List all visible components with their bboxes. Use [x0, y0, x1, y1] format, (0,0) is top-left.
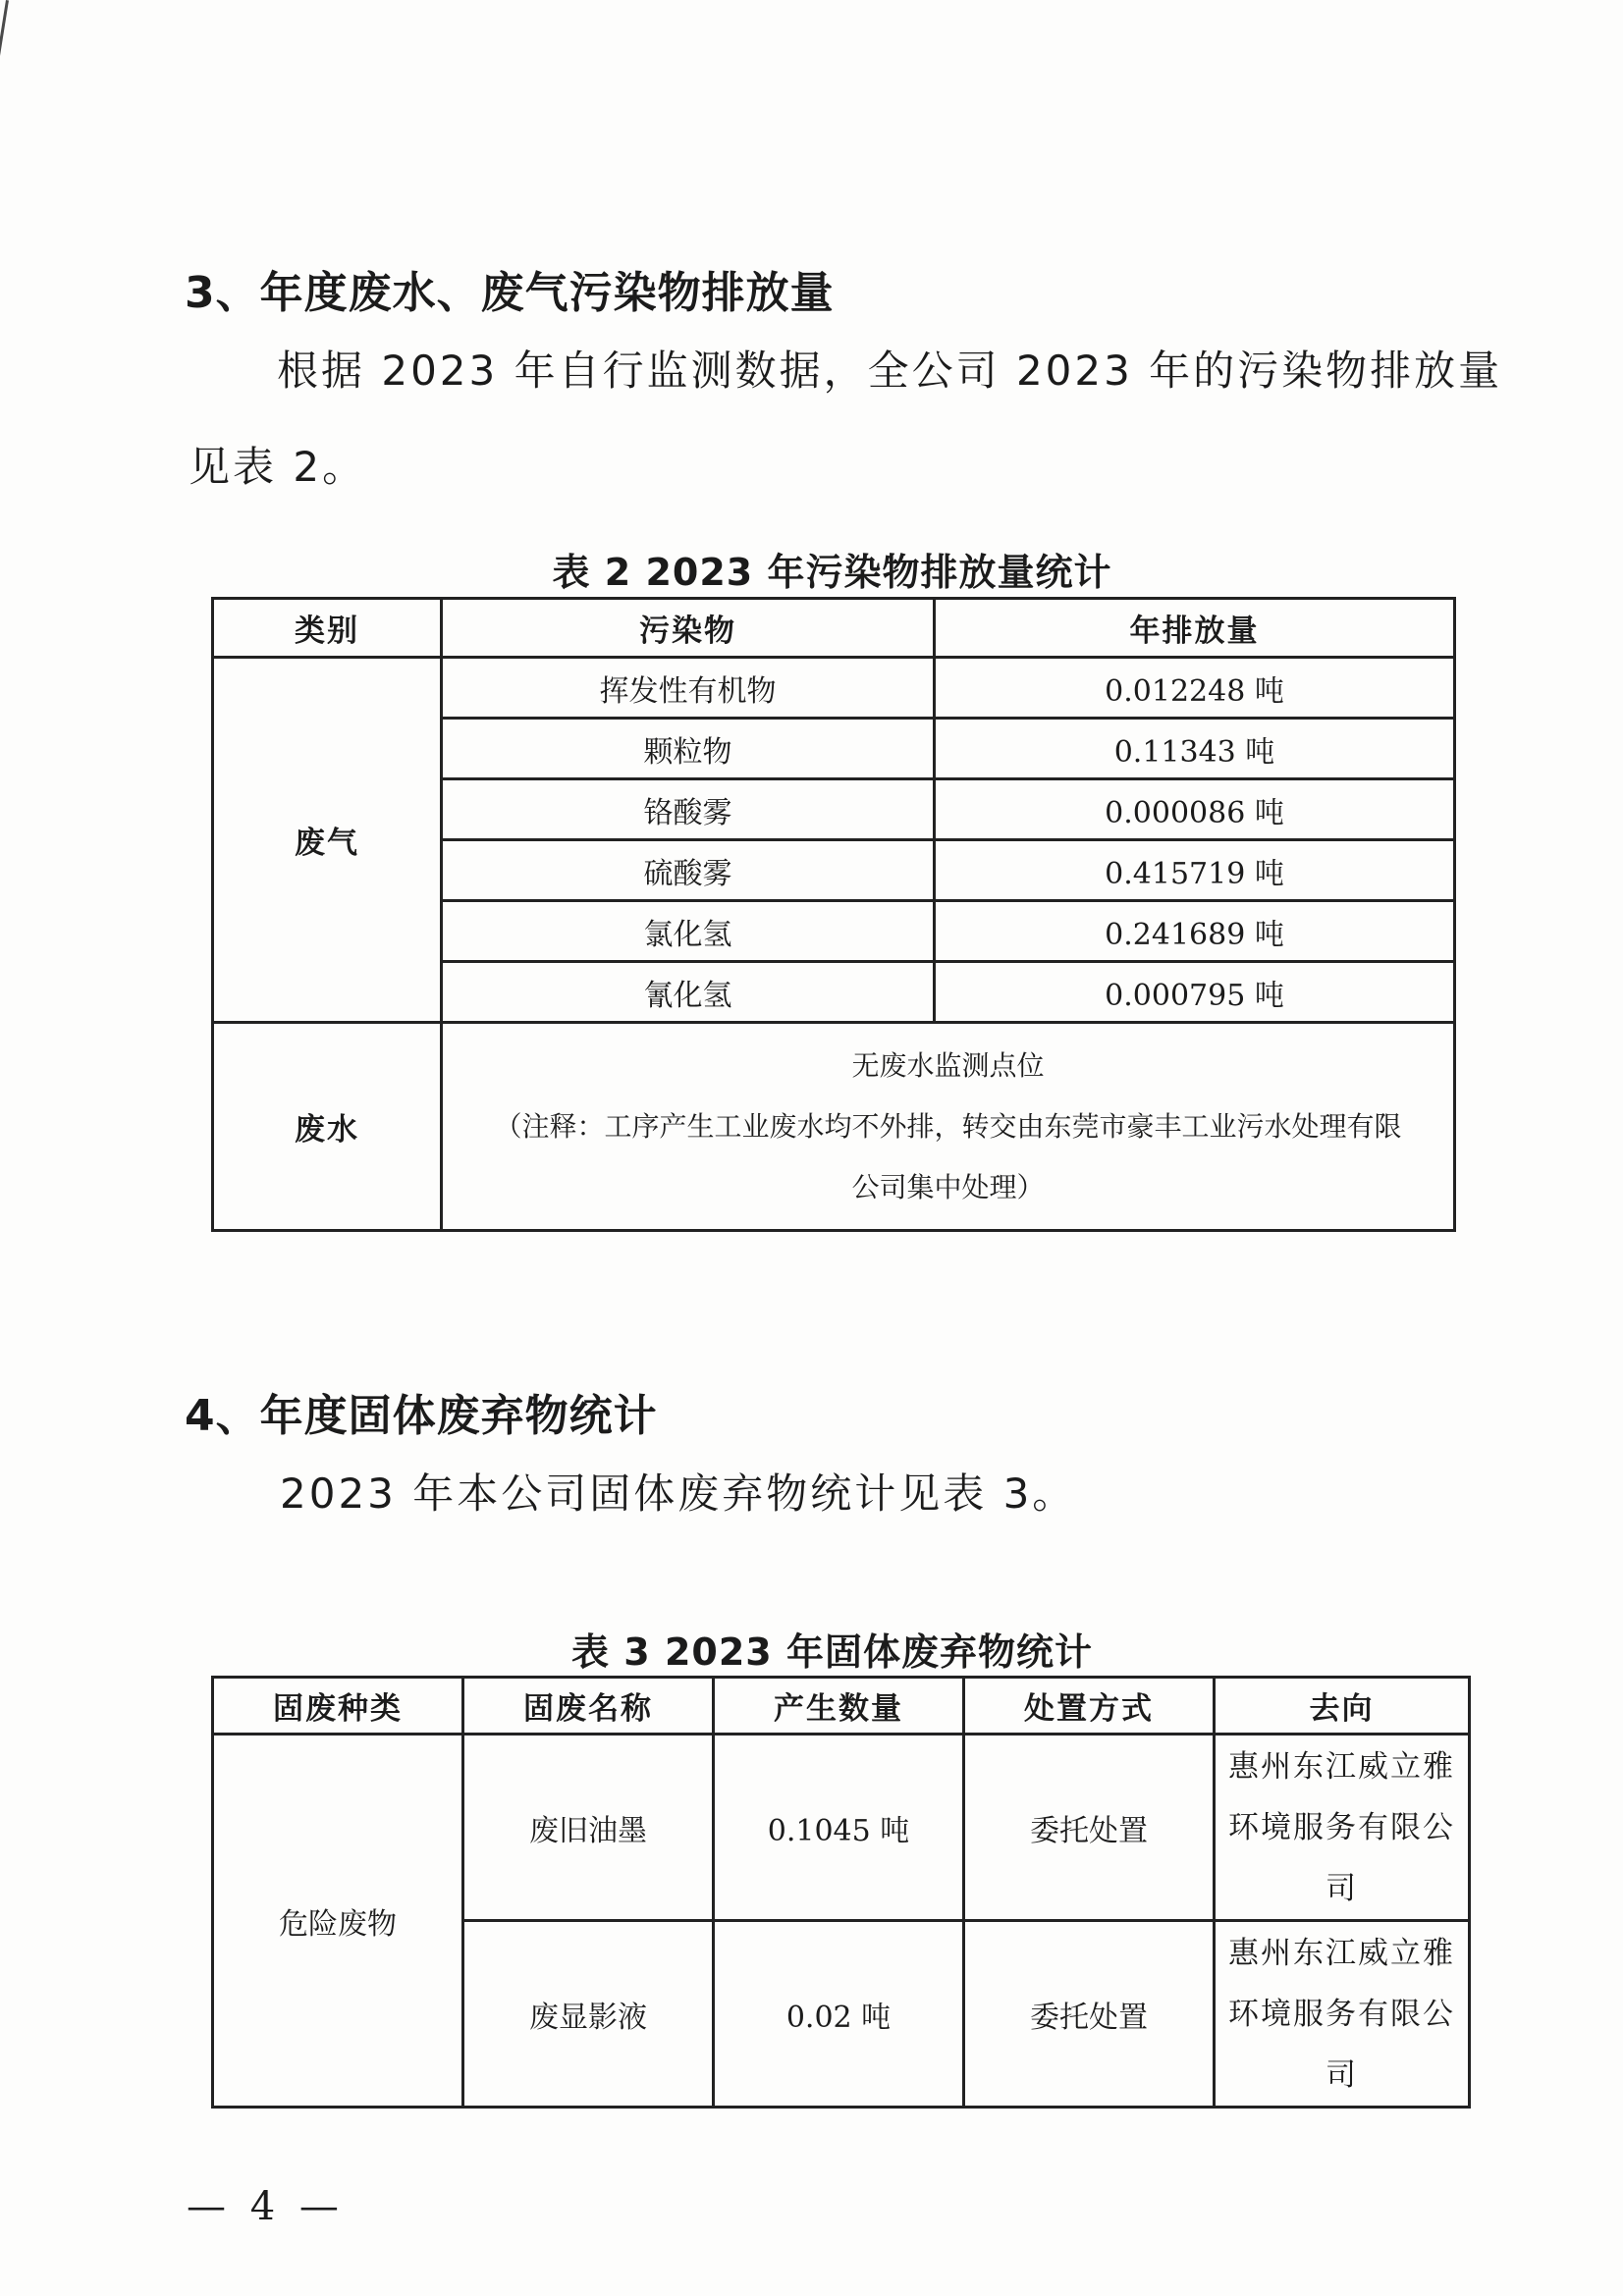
section4-heading: 4、年度固体废弃物统计 [185, 1391, 658, 1441]
table2-header-amount: 年排放量 [935, 599, 1455, 658]
section3-heading: 3、年度废水、废气污染物排放量 [185, 268, 835, 318]
water-note-line2: （注释：工序产生工业废水均不外排，转交由东莞市豪丰工业污水处理有限 [494, 1109, 1402, 1143]
section3-paragraph-line2: 见表 2。 [189, 443, 367, 491]
table2-category-gas: 废气 [213, 658, 442, 1023]
waste-destination-cell [1215, 1921, 1470, 2108]
pollutant-cell: 硫酸雾 [442, 840, 935, 901]
table2-category-water: 废水 [213, 1023, 442, 1231]
table3 [211, 1676, 1471, 2109]
page-number: — 4 — [187, 2184, 345, 2229]
pollutant-cell: 氰化氢 [442, 962, 935, 1023]
water-note-line1: 无废水监测点位 [851, 1048, 1045, 1082]
table3-header-type: 固废种类 [213, 1678, 463, 1735]
destination-line: 惠州东江威立雅 [1228, 1935, 1455, 1971]
amount-cell: 0.11343 吨 [935, 719, 1455, 779]
waste-destination-cell [1215, 1735, 1470, 1921]
amount-cell: 0.415719 吨 [935, 840, 1455, 901]
pollutant-cell: 氯化氢 [442, 901, 935, 962]
table3-header-name: 固废名称 [463, 1678, 714, 1735]
pollutant-cell: 颗粒物 [442, 719, 935, 779]
destination-line: 惠州东江威立雅 [1228, 1748, 1455, 1785]
table2-caption: 表 2 2023 年污染物排放量统计 [552, 551, 1112, 594]
amount-cell: 0.000086 吨 [935, 779, 1455, 840]
section4-paragraph: 2023 年本公司固体废弃物统计见表 3。 [280, 1469, 1077, 1518]
amount-cell: 0.000795 吨 [935, 962, 1455, 1023]
waste-method-cell: 委托处置 [964, 1735, 1215, 1921]
table-row [213, 1023, 1455, 1231]
table2-header-pollutant: 污染物 [442, 599, 935, 658]
table3-header-amount: 产生数量 [714, 1678, 964, 1735]
table2-header-row [213, 599, 1455, 658]
waste-method-cell: 委托处置 [964, 1921, 1215, 2108]
waste-amount-cell: 0.1045 吨 [714, 1735, 964, 1921]
water-note-line3: 公司集中处理） [851, 1170, 1045, 1203]
destination-line: 司 [1325, 1870, 1358, 1906]
scan-edge-line [0, 0, 9, 262]
pollutant-cell: 挥发性有机物 [442, 658, 935, 719]
table2-header-category: 类别 [213, 599, 442, 658]
waste-name-cell: 废旧油墨 [463, 1735, 714, 1921]
pollutant-cell: 铬酸雾 [442, 779, 935, 840]
waste-amount-cell: 0.02 吨 [714, 1921, 964, 2108]
table3-header-row [213, 1678, 1470, 1735]
table2 [211, 597, 1456, 1232]
destination-line: 环境服务有限公 [1228, 1996, 1455, 2032]
amount-cell: 0.012248 吨 [935, 658, 1455, 719]
table3-header-method: 处置方式 [964, 1678, 1215, 1735]
table3-header-destination: 去向 [1215, 1678, 1470, 1735]
section3-paragraph-line1: 根据 2023 年自行监测数据，全公司 2023 年的污染物排放量 [277, 347, 1503, 395]
destination-line: 司 [1325, 2056, 1358, 2093]
table3-caption: 表 3 2023 年固体废弃物统计 [571, 1630, 1093, 1674]
destination-line: 环境服务有限公 [1228, 1809, 1455, 1845]
water-note-cell [442, 1023, 1455, 1231]
table-row [213, 1735, 1470, 1921]
table3-category: 危险废物 [213, 1735, 463, 2108]
waste-name-cell: 废显影液 [463, 1921, 714, 2108]
table-row [213, 658, 1455, 719]
amount-cell: 0.241689 吨 [935, 901, 1455, 962]
